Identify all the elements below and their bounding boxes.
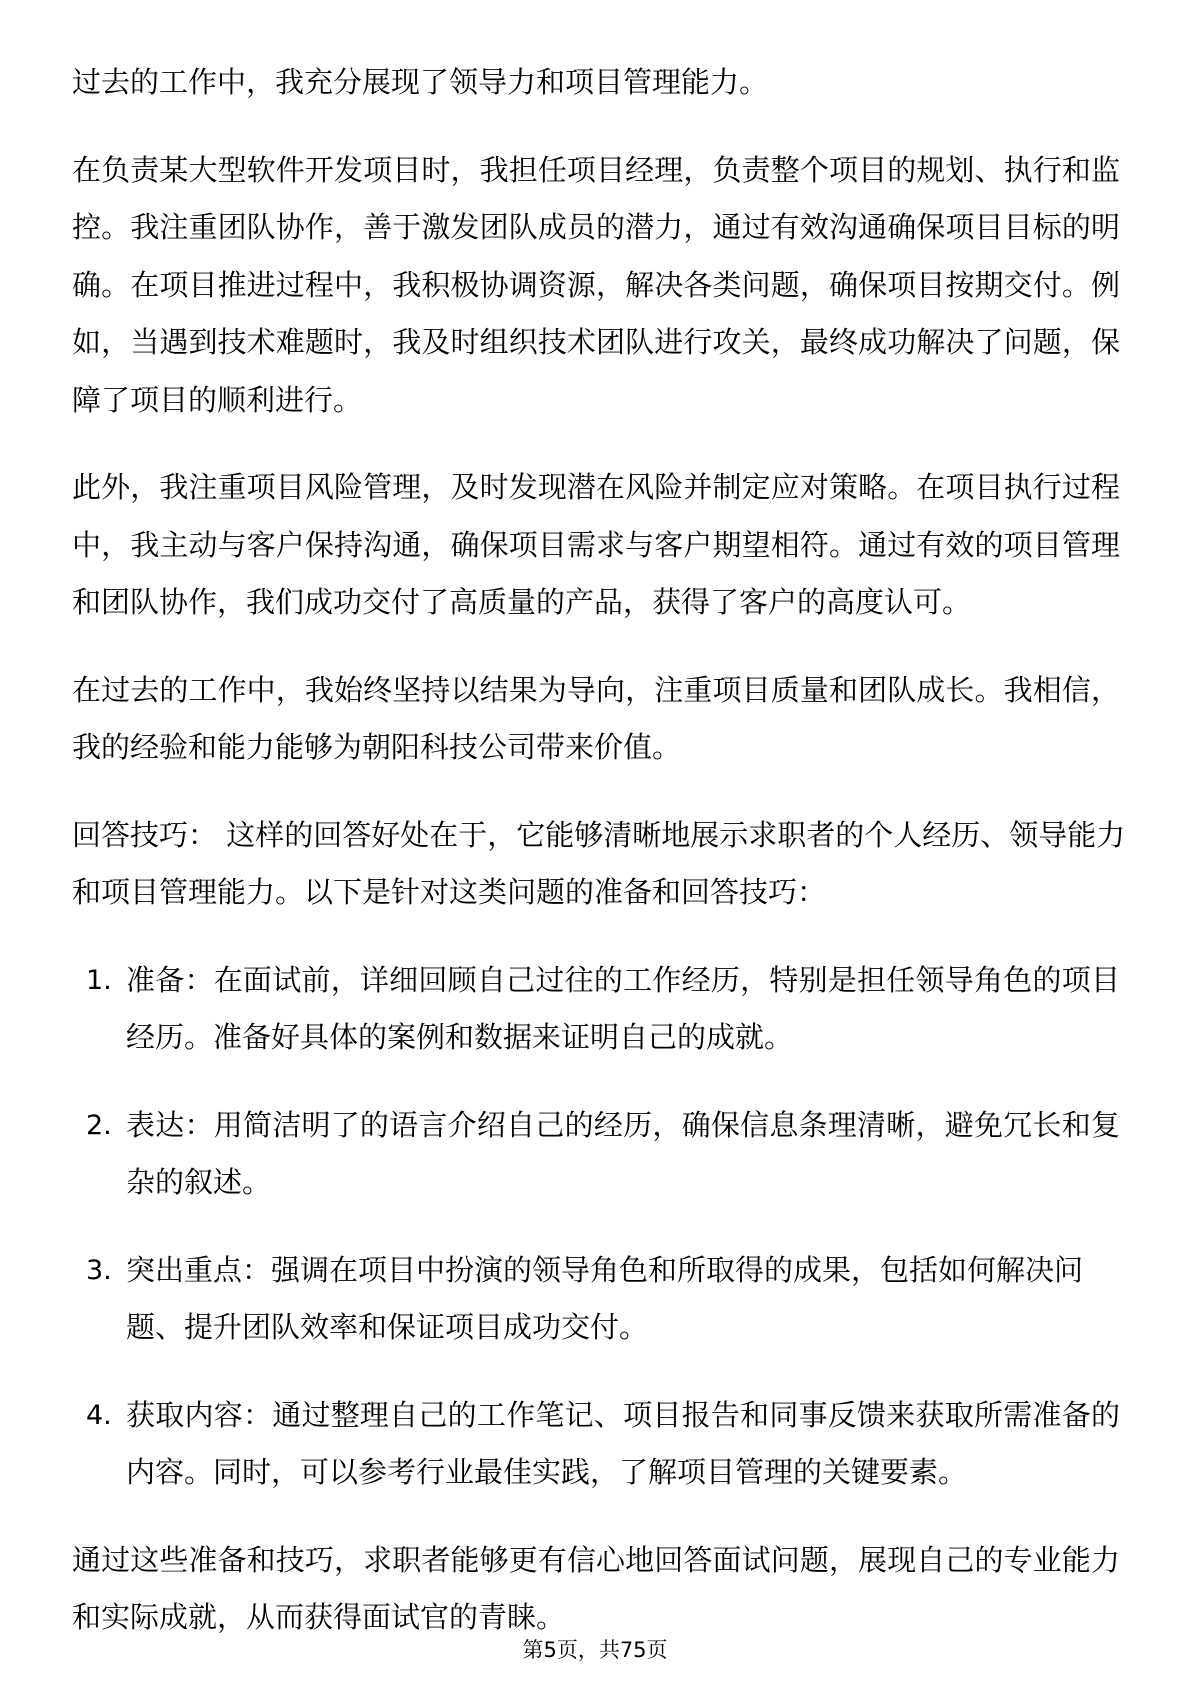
text-line: 和团队协作，我们成功交付了高质量的产品，获得了客户的高度认可。 [72,585,972,619]
text-line: 题、提升团队效率和保证项目成功交付。 [126,1310,649,1344]
text-line: 和实际成就，从而获得面试官的青睐。 [72,1600,566,1634]
tip-number: 2. [86,1109,112,1141]
tips-list [72,952,1120,1502]
paragraph [72,662,1120,777]
text-line: 和项目管理能力。以下是针对这类问题的准备和回答技巧： [72,875,827,909]
paragraph [72,54,1120,112]
text-line: 过去的工作中，我充分展现了领导力和项目管理能力。 [72,65,769,99]
text-line: 杂的叙述。 [126,1165,272,1199]
text-line: 获取内容：通过整理自己的工作笔记、项目报告和同事反馈来获取所需准备的 [126,1397,1120,1432]
text-line: 表达：用简洁明了的语言介绍自己的经历，确保信息条理清晰，避免冗长和复 [126,1107,1120,1142]
text-line: 通过这些准备和技巧，求职者能够更有信心地回答面试问题，展现自己的专业能力 [72,1542,1120,1577]
conclusion-paragraph [72,1532,1120,1647]
tip-number: 3. [86,1254,112,1286]
text-line: 突出重点：强调在项目中扮演的领导角色和所取得的成果，包括如何解决问 [126,1252,1084,1287]
answer-tips-intro [72,807,1126,922]
text-line: 确。在项目推进过程中，我积极协调资源，解决各类问题，确保项目按期交付。例 [72,267,1120,302]
text-line: 在负责某大型软件开发项目时，我担任项目经理，负责整个项目的规划、执行和监 [72,152,1120,187]
page-number: 第5页，共75页 [522,1638,668,1662]
paragraph [72,459,1120,632]
tip-item [72,1242,1120,1357]
text-line: 回答技巧： 这样的回答好处在于，它能够清晰地展示求职者的个人经历、领导能力 [72,817,1126,852]
tip-number: 4. [86,1399,112,1431]
paragraph [72,142,1120,430]
tip-item [72,952,1120,1067]
text-line: 准备：在面试前，详细回顾自己过往的工作经历，特别是担任领导角色的项目 [126,962,1120,997]
text-line: 我的经验和能力能够为朝阳科技公司带来价值。 [72,730,682,764]
tip-item [72,1387,1120,1502]
text-line: 经历。准备好具体的案例和数据来证明自己的成就。 [126,1020,794,1054]
page-body [72,54,1126,1647]
tip-item [72,1097,1120,1212]
text-line: 控。我注重团队协作，善于激发团队成员的潜力，通过有效沟通确保项目目标的明 [72,210,1120,244]
text-line: 内容。同时，可以参考行业最佳实践，了解项目管理的关键要素。 [126,1455,968,1489]
text-line: 障了项目的顺利进行。 [72,382,363,417]
text-line: 如，当遇到技术难题时，我及时组织技术团队进行攻关，最终成功解决了问题，保 [72,325,1120,359]
text-line: 此外，我注重项目风险管理，及时发现潜在风险并制定应对策略。在项目执行过程 [72,470,1120,504]
tip-number: 1. [86,964,112,996]
text-line: 在过去的工作中，我始终坚持以结果为导向，注重项目质量和团队成长。我相信， [72,672,1120,707]
text-line: 中，我主动与客户保持沟通，确保项目需求与客户期望相符。通过有效的项目管理 [72,527,1120,562]
